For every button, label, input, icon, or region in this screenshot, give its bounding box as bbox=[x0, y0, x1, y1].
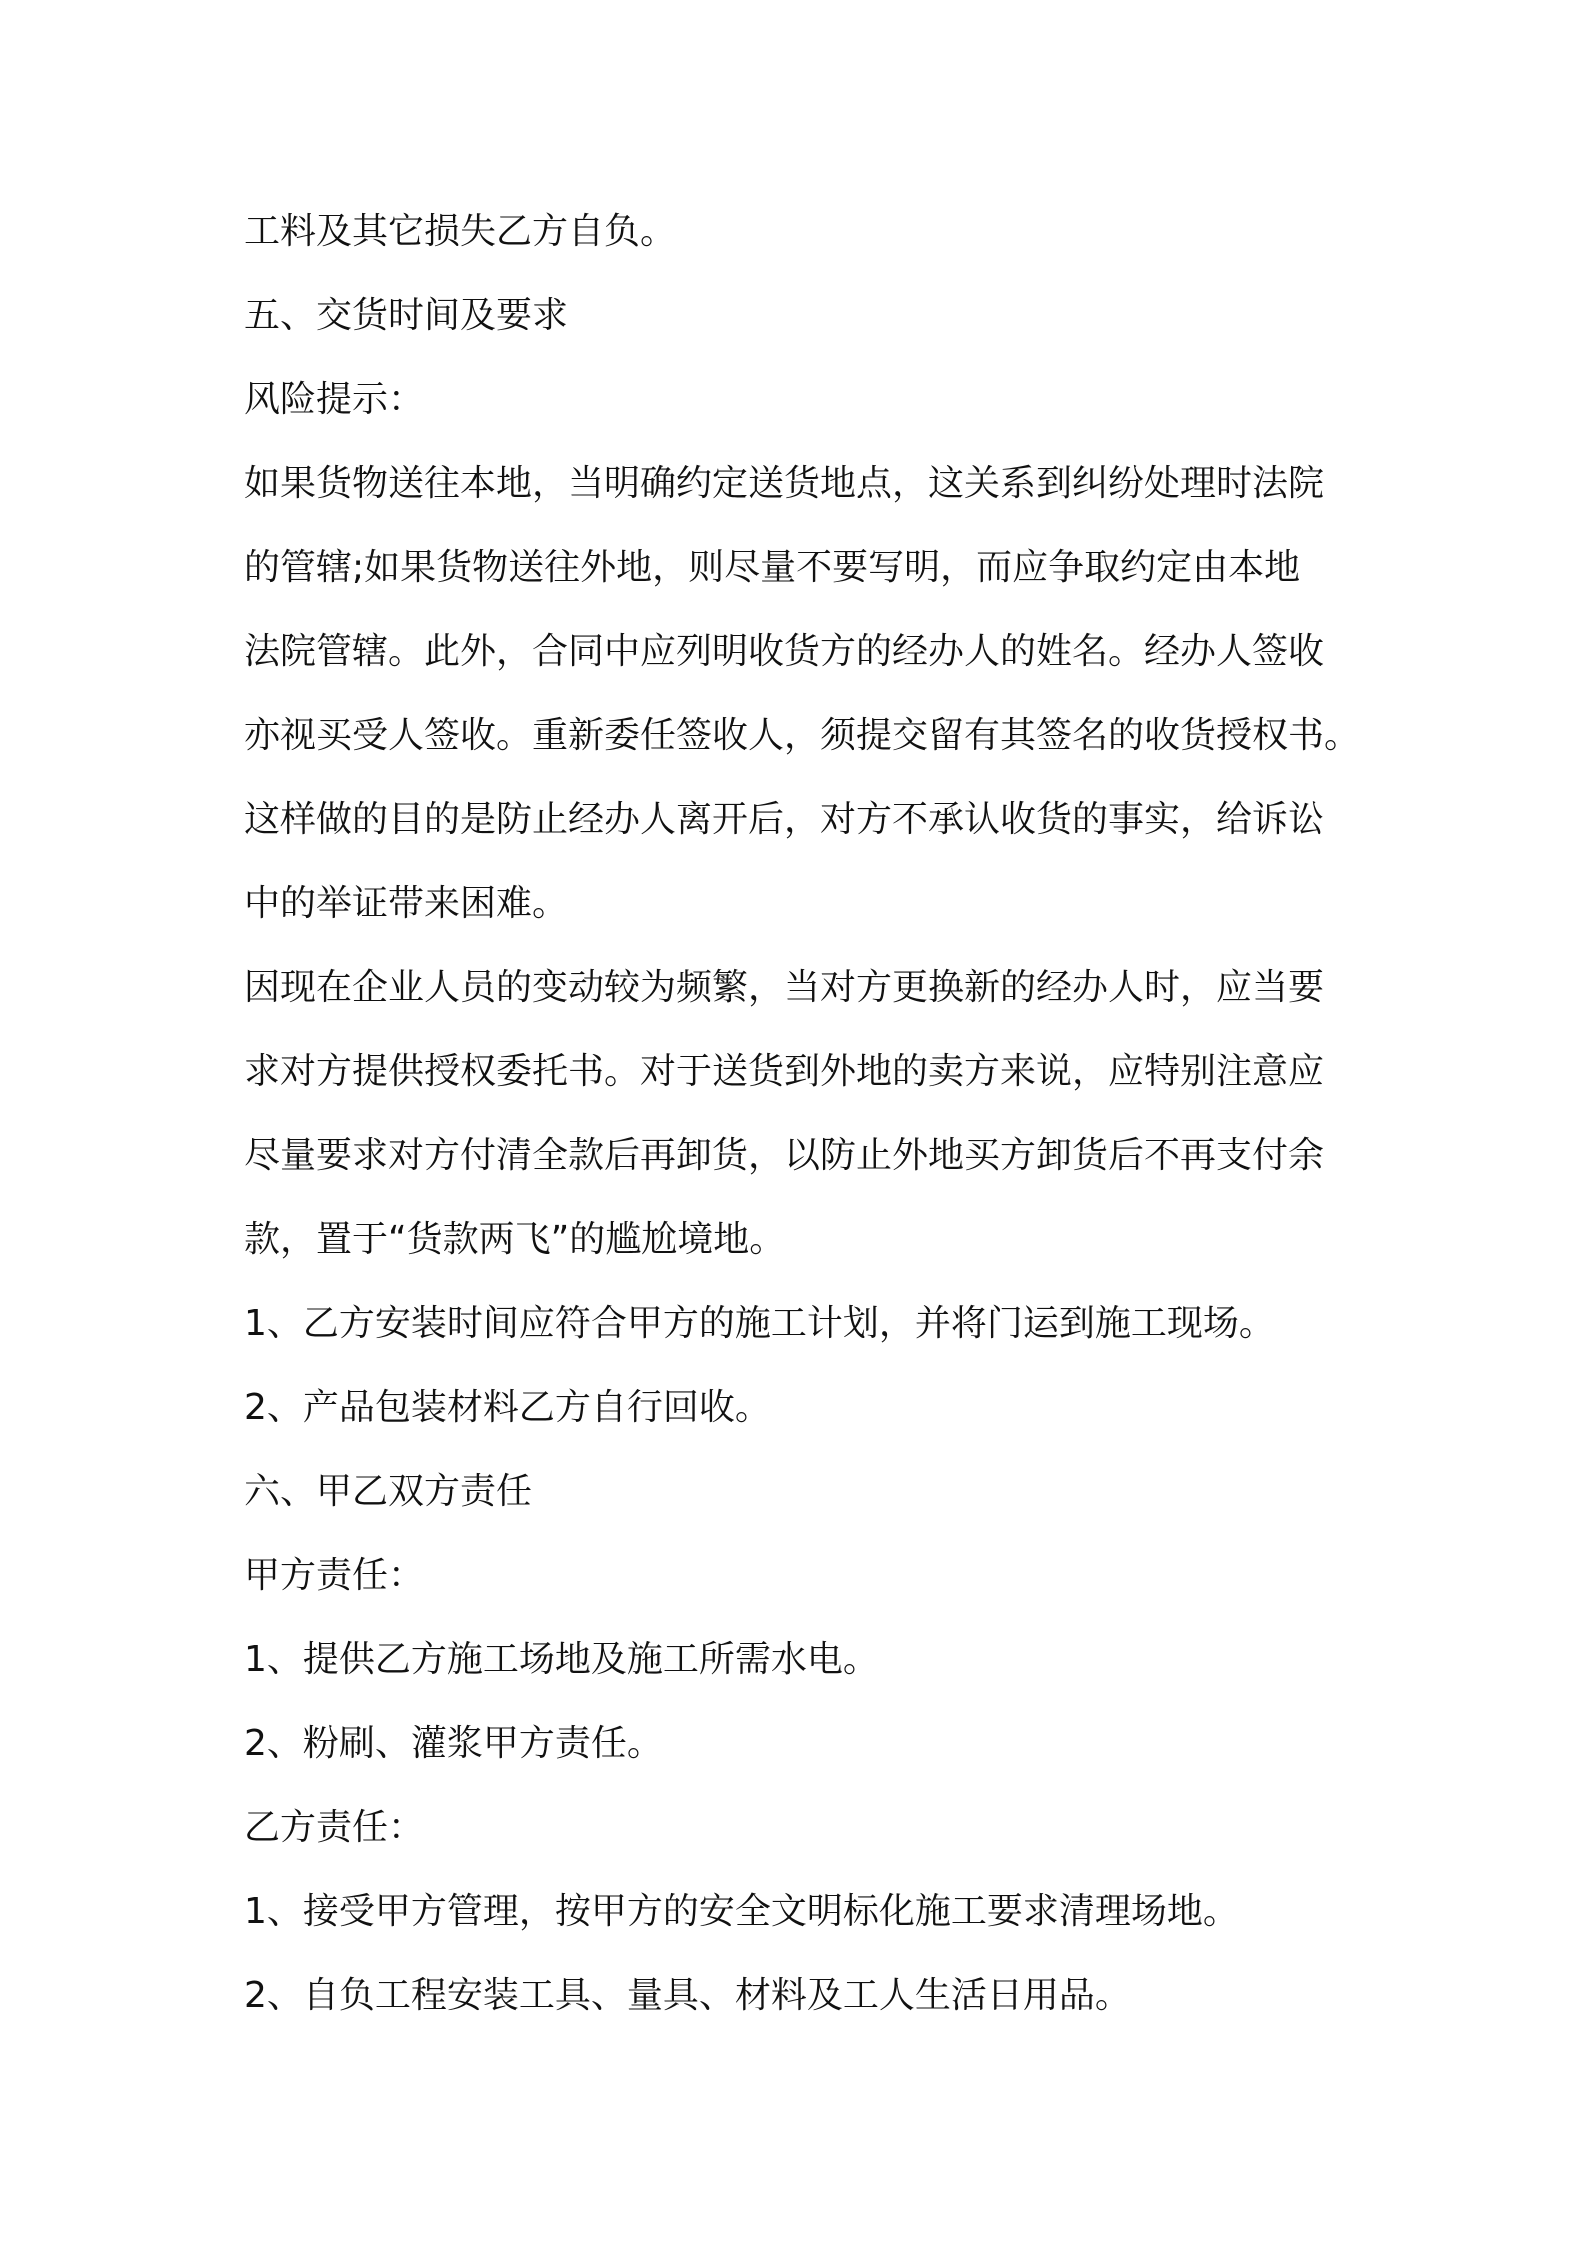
list-item: 1、乙方安装时间应符合甲方的施工计划，并将门运到施工现场。 bbox=[244, 1303, 1275, 1344]
section-heading: 五、交货时间及要求 bbox=[244, 295, 569, 336]
text-line: 因现在企业人员的变动较为频繁，当对方更换新的经办人时，应当要 bbox=[244, 967, 1325, 1008]
text-line: 甲方责任： bbox=[244, 1555, 425, 1596]
text-line: 亦视买受人签收。重新委任签收人，须提交留有其签名的收货授权书。 bbox=[244, 715, 1361, 756]
list-item: 1、提供乙方施工场地及施工所需水电。 bbox=[244, 1639, 879, 1680]
text-line: 的管辖;如果货物送往外地，则尽量不要写明，而应争取约定由本地 bbox=[244, 547, 1301, 588]
section-heading: 六、甲乙双方责任 bbox=[244, 1471, 533, 1512]
list-item: 2、产品包装材料乙方自行回收。 bbox=[244, 1387, 771, 1428]
text-line: 这样做的目的是防止经办人离开后，对方不承认收货的事实，给诉讼 bbox=[244, 799, 1325, 840]
document-body bbox=[244, 198, 1364, 2046]
list-item: 1、接受甲方管理，按甲方的安全文明标化施工要求清理场地。 bbox=[244, 1891, 1239, 1932]
text-line: 中的举证带来困难。 bbox=[244, 883, 569, 924]
text-line: 乙方责任： bbox=[244, 1807, 425, 1848]
text-line: 尽量要求对方付清全款后再卸货，以防止外地买方卸货后不再支付余 bbox=[244, 1135, 1325, 1176]
text-line: 款，置于“货款两飞”的尴尬境地。 bbox=[244, 1219, 786, 1260]
list-item: 2、粉刷、灌浆甲方责任。 bbox=[244, 1723, 663, 1764]
text-line: 风险提示： bbox=[244, 379, 425, 420]
text-line: 法院管辖。此外，合同中应列明收货方的经办人的姓名。经办人签收 bbox=[244, 631, 1325, 672]
text-line: 工料及其它损失乙方自负。 bbox=[244, 211, 677, 252]
text-line: 如果货物送往本地，当明确约定送货地点，这关系到纠纷处理时法院 bbox=[244, 463, 1325, 504]
text-line: 求对方提供授权委托书。对于送货到外地的卖方来说，应特别注意应 bbox=[244, 1051, 1325, 1092]
list-item: 2、自负工程安装工具、量具、材料及工人生活日用品。 bbox=[244, 1975, 1131, 2016]
